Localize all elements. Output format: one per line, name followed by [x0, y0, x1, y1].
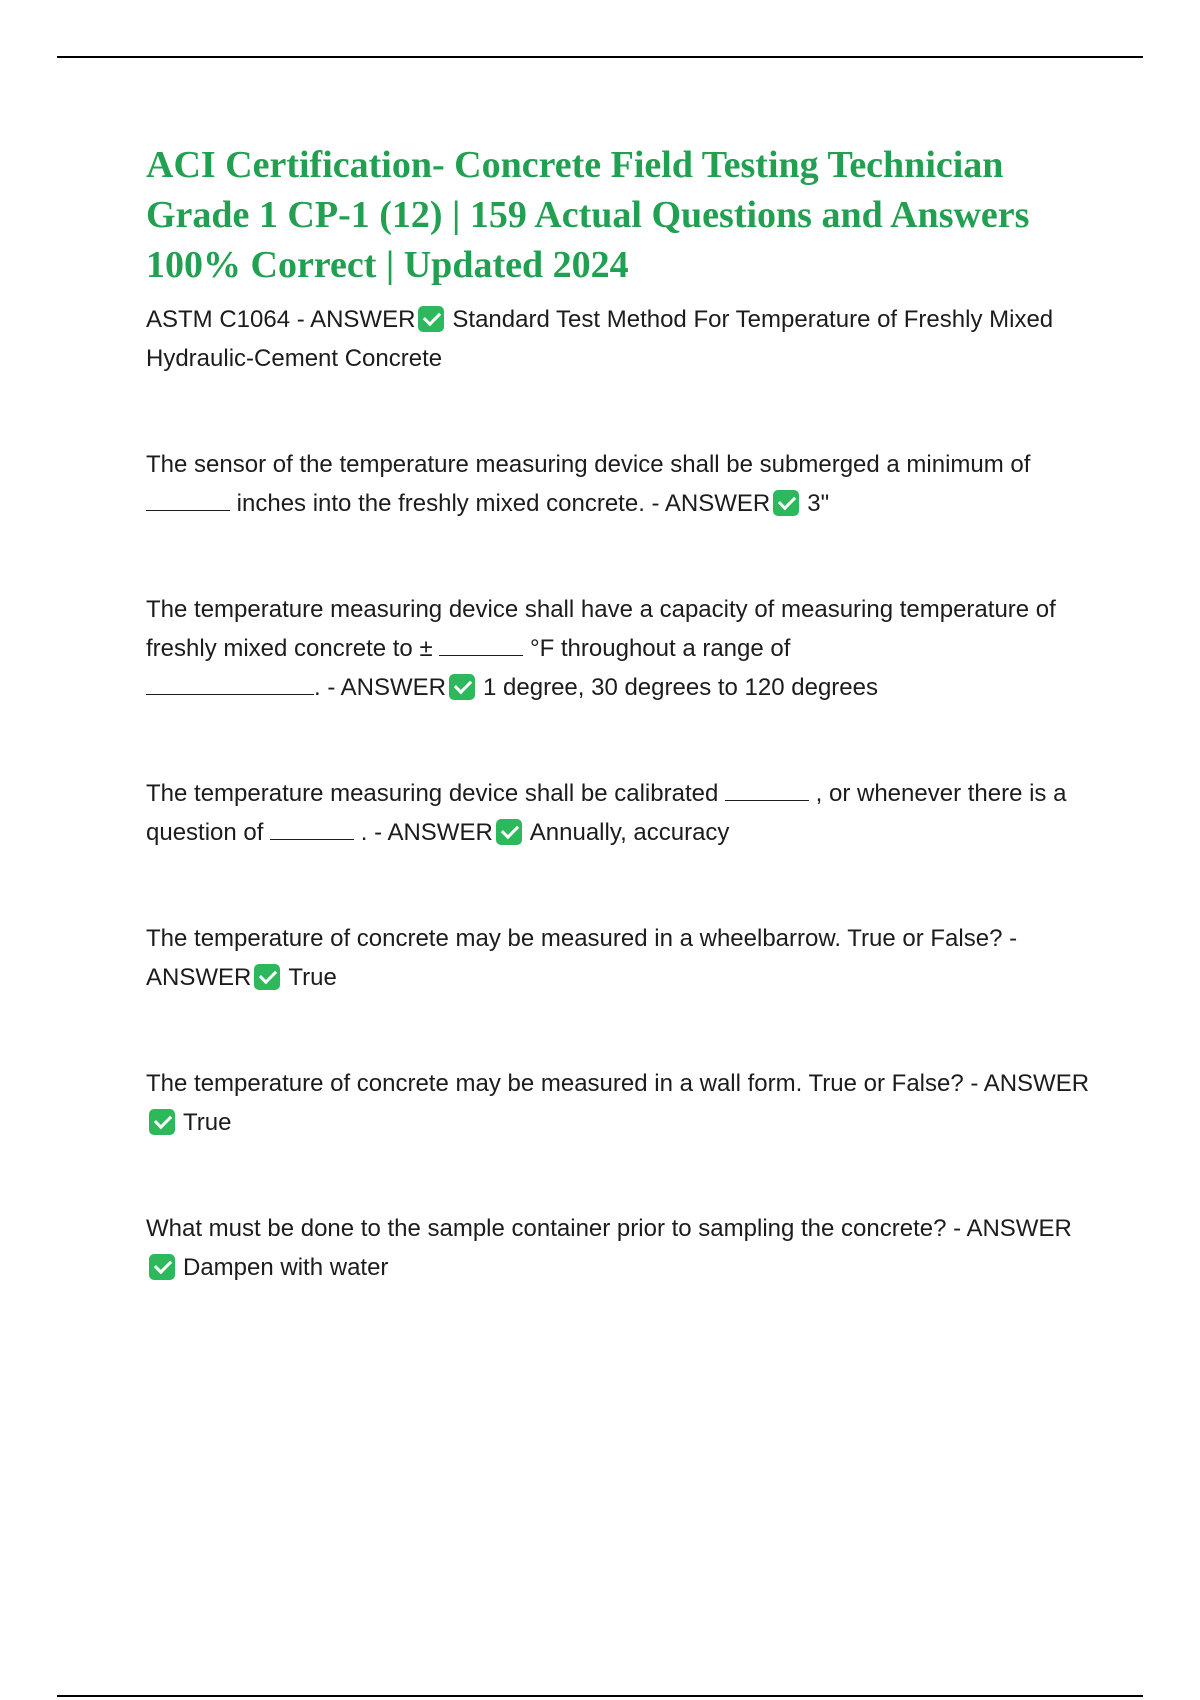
answer-marker: ANSWER [983, 1070, 1090, 1097]
qa-item [146, 1064, 1096, 1142]
question-text: ASTM C1064 - [146, 306, 311, 333]
question-text: The temperature of concrete may be measured in a wheelbarrow. True or False? - [146, 925, 1018, 952]
qa-item [146, 445, 1096, 523]
check-mark-icon [149, 1109, 175, 1135]
answer-marker: ANSWER [664, 490, 771, 517]
question-text: The sensor of the temperature measuring device shall be submerged a minimum of [146, 451, 1031, 478]
answer-marker: ANSWER [310, 306, 416, 333]
check-mark-icon [418, 306, 444, 332]
qa-item [146, 300, 1096, 378]
question-text: What must be done to the sample container prior to sampling the concrete? - [146, 1215, 967, 1242]
answer-text: Standard Test Method For Temperature of Freshly Mixed Hydraulic-Cement Concrete [146, 306, 1054, 372]
fill-in-blank [146, 672, 314, 695]
fill-in-blank [725, 778, 809, 801]
answer-marker: ANSWER [340, 674, 447, 701]
question-text: . - [354, 819, 388, 846]
question-text: The temperature of concrete may be measured in a wall form. True or False? - [146, 1070, 984, 1097]
check-mark-icon [496, 819, 522, 845]
question-text: . - [314, 674, 341, 701]
answer-marker: ANSWER [146, 964, 252, 991]
answer-text: 1 degree, 30 degrees to 120 degrees [483, 674, 878, 701]
question-text: , or whenever there is a question of [146, 780, 1067, 846]
document-body [146, 140, 1096, 1287]
question-text: °F throughout a range of [523, 635, 791, 662]
qa-item [146, 1209, 1096, 1287]
fill-in-blank [439, 633, 523, 656]
qa-item [146, 919, 1096, 997]
check-mark-icon [254, 964, 280, 990]
qa-item [146, 590, 1096, 707]
answer-marker: ANSWER [966, 1215, 1072, 1242]
answer-text: True [183, 1109, 232, 1136]
answer-marker: ANSWER [387, 819, 493, 846]
check-mark-icon [773, 490, 799, 516]
check-mark-icon [449, 674, 475, 700]
answer-text: Annually, accuracy [529, 819, 730, 846]
footer-rule [57, 1695, 1143, 1697]
question-text: inches into the freshly mixed concrete. - [230, 490, 665, 517]
check-mark-icon [149, 1254, 175, 1280]
fill-in-blank [270, 817, 354, 840]
question-text: The temperature measuring device shall be calibrated [146, 780, 725, 807]
qa-item [146, 774, 1096, 852]
header-rule [57, 56, 1143, 58]
document-title: ACI Certification- Concrete Field Testing Technician Grade 1 CP-1 (12) | 159 Actual Questions and Answers 100% Correct | Updated 2024 [146, 144, 1030, 286]
question-text: The temperature measuring device shall have a capacity of measuring temperature of freshly mixed concrete to ± [146, 596, 1056, 662]
fill-in-blank [146, 488, 230, 511]
answer-text: True [288, 964, 337, 991]
answer-text: Dampen with water [183, 1254, 389, 1281]
answer-text: 3" [807, 490, 830, 517]
